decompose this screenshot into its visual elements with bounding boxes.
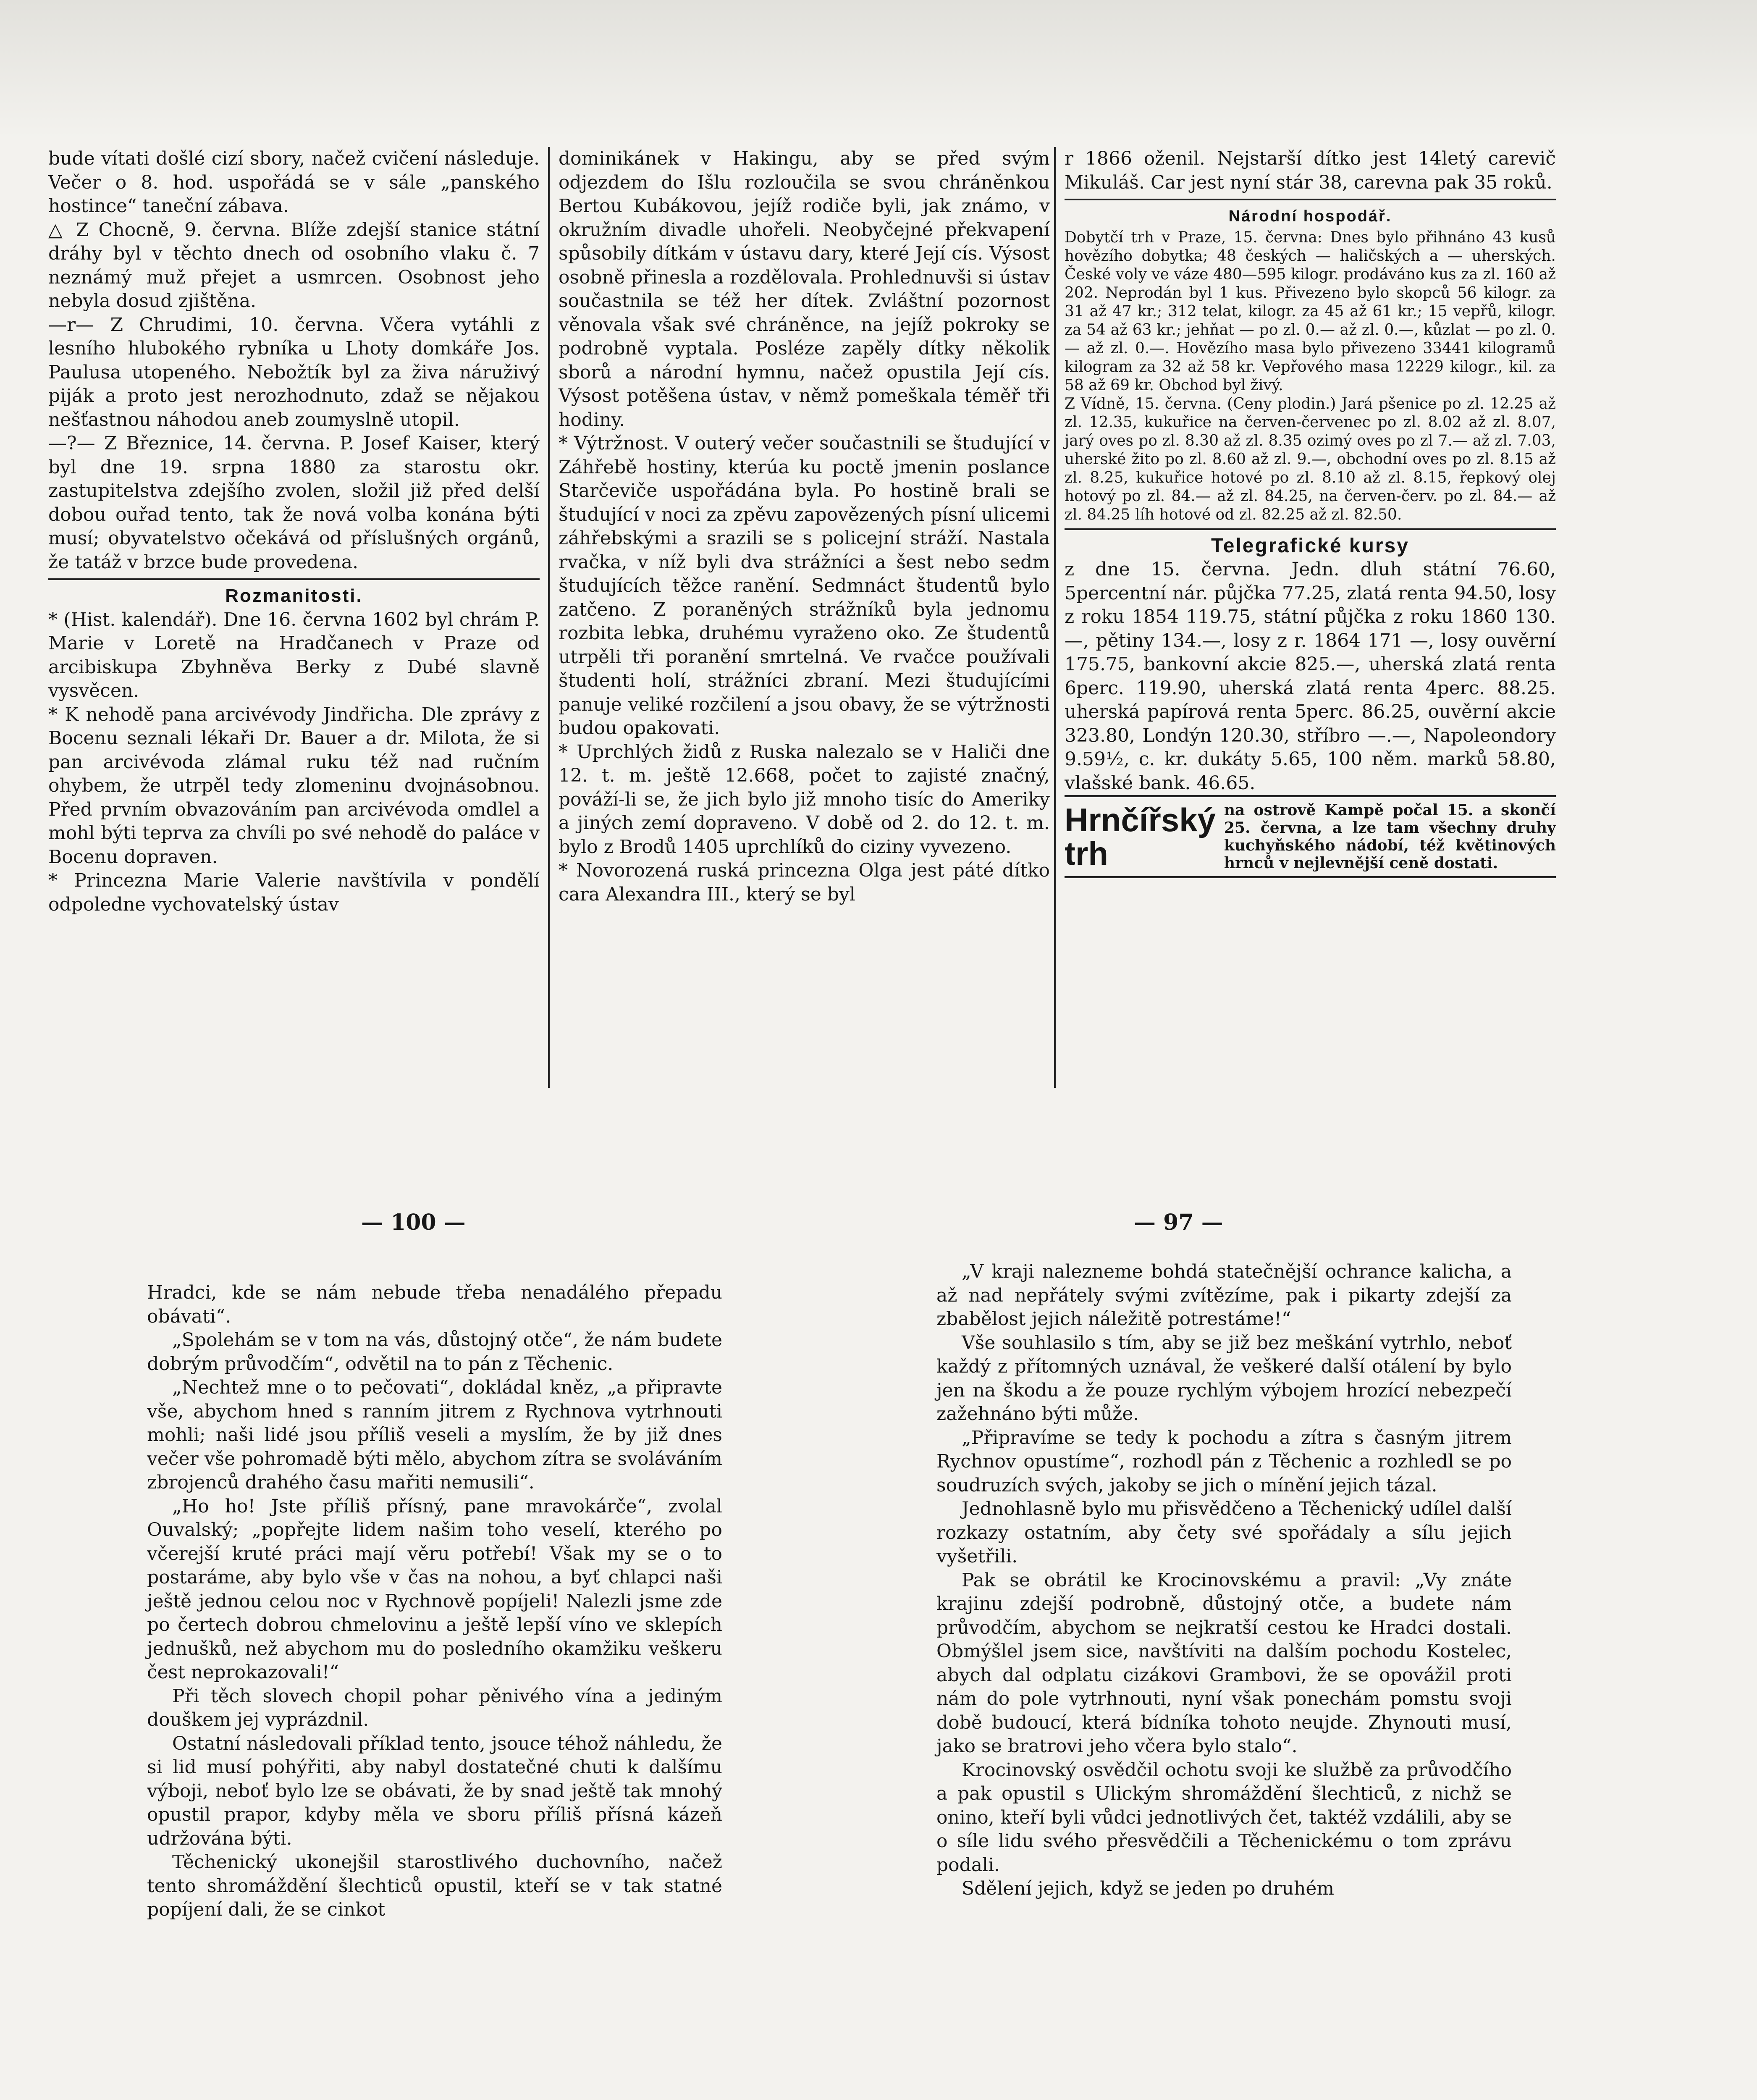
page-number-right: — 97 — [1134, 1210, 1223, 1235]
paragraph: Krocinovský osvědčil ochotu svoji ke službě za průvodčího a pak opustil s Ulickým shromáždění šlechticů, z nichž se onino, kteří byli vůdci jednotlivých čet, taktéž vzdálili, aby se o síle lidu svého přesvědčili a Těchenickému o tom zprávu podali. [936, 1759, 1512, 1876]
paragraph: Sdělení jejich, když se jeden po druhém [962, 1878, 1335, 1899]
news-item: dominikánek v Hakingu, aby se před svým odjezdem do Išlu rozloučila se svou chráněnkou Bertou Kubákovou, jejíž rodiče byli, jak známo, v okružním divadle uhořeli. Neobyčejné překvapení spůsobily dítkám v ústavu dary, které Její cís. Výsost osobně přinesla a rozdělovala. Prohlednuvši si ústav součastnila se též her dítek. Zvláštní pozornost věnovala však své chráněnce, na jejíž pokroky se podrobně vyptala. Posléze zapěly dítky několik sborů a národní hymnu, načež opustila Její cís. Výsost potěšena ústav, v němž pomeškala téměř tři hodiny. [559, 148, 1050, 430]
news-item: * Uprchlých židů z Ruska nalezalo se v Haliči dne 12. t. m. ještě 12.668, počet to zajisté značný, pováží-li se, že jich bylo již mnoho tisíc do Ameriky a jiných zemí dopraveno. V době od 2. do 12. t. m. bylo z Brodů 1405 uprchlíků do ciziny vyvezeno. [559, 741, 1050, 858]
paragraph: Těchenický ukonejšil starostlivého duchovního, načež tento shromáždění šlechticů opustil, kteří se v tak statné popíjení dali, že se cinkot [147, 1851, 722, 1920]
paragraph: „Připravíme se tedy k pochodu a zítra s časným jitrem Rychnov opustíme“, rozhodl pán z Těchenic a rozhledl se po soudruzích svých, jakoby se jich o mínění jejich tázal. [936, 1427, 1512, 1496]
paragraph: „Spolehám se v tom na vás, důstojný otče“, že nám budete dobrým průvodčím“, odvětil na to pán z Těchenic. [147, 1329, 722, 1375]
news-item: * Novorozená ruská princezna Olga jest páté dítko cara Alexandra III., který se byl [559, 860, 1050, 905]
news-item: bude vítati došlé cizí sbory, načež cvičení následuje. Večer o 8. hod. uspořádá se v sále „panského hostince“ taneční zábava. [48, 148, 540, 217]
news-item: r 1866 oženil. Nejstarší dítko jest 14letý carevič Mikuláš. Car jest nyní stár 38, carevna pak 35 roků. [1065, 148, 1556, 193]
paragraph: Ostatní následovali příklad tento, jsouce téhož náhledu, že si lid musí pohýřiti, aby nabyl dostatečné chuti k dalšímu výboji, neboť bylo lze se obávati, že by snad ještě tak mnohý opustil prapor, kdyby měla ve sboru příliš přísná kázeň udržována býti. [147, 1732, 722, 1849]
paragraph: Vše souhlasilo s tím, aby se již bez meškání vytrhlo, neboť každý z přítomných uznával, že veškeré další otálení by bylo jen na škodu a že pouze rychlým výbojem hrozící nebezpečí zažehnáno býti může. [936, 1332, 1512, 1425]
market-report: Z Vídně, 15. června. (Ceny plodin.) Jará pšenice po zl. 12.25 až zl. 12.35, kukuřice na červen-červenec po zl. 8.02 až zl. 8.07, jarý oves po zl. 8.30 až zl. 8.35 ozimý oves po zl 7.— až zl. 7.03, uherské žito po zl. 8.60 až zl. 9.—, obchodní oves po zl. 8.15 až zl. 8.25, kukuřice hotové po zl. 8.10 až zl. 8.15, řepkový olej hotový po zl. 84.— až zl. 84.25, na červen-červ. po zl. 84.— až zl. 84.25 líh hotové od zl. 82.25 až zl. 82.50. [1065, 395, 1556, 523]
book-page-right [936, 1260, 1512, 1901]
newspaper-column-2 [559, 147, 1050, 906]
newspaper-column-3 [1065, 147, 1556, 878]
news-item: * K nehodě pana arcivévody Jindřicha. Dle zprávy z Bocenu seznali lékaři Dr. Bauer a dr. Milota, že si pan arcivévoda zlámal ruku též nad ručním ohybem, že utrpěl tedy zlomeninu dvojnásobnou. Před prvním obvazováním pan arcivévoda omdlel a mohl býti teprva za chvíli po své nehodě do paláce v Bocenu dopraven. [48, 704, 540, 868]
paragraph: Jednohlasně bylo mu přisvědčeno a Těchenický udílel další rozkazy ostatním, aby čety své spořádaly a sílu jejich vyšetřili. [936, 1498, 1512, 1567]
ad-title: Hrnčířský trh [1065, 801, 1216, 872]
news-item: * (Hist. kalendář). Dne 16. června 1602 byl chrám P. Marie v Loretě na Hradčanech v Praze od arcibiskupa Zbyhněva Berky z Dubé slavně vysvěcen. [48, 609, 540, 701]
advertisement [1065, 795, 1556, 878]
paragraph: Pak se obrátil ke Krocinovskému a pravil: „Vy znáte krajinu zdejší podrobně, důstojný otče, a budete nám průvodčím, abychom se nejkratší cestou ke Hradci dostali. Obmýšlel jsem sice, navštíviti na dalším pochodu Kostelec, abych dal odplatu cizákovi Grambovi, že se opovážil proti nám do pole vytrhnouti, nyní však ponechám pomstu svoji době budoucí, která bídníka tohoto neujde. Zhynouti musí, jako se bratrovi jeho včera bylo stalo“. [936, 1569, 1512, 1757]
book-page-left [147, 1281, 722, 1922]
paragraph: „V kraji nalezneme bohdá statečnější ochrance kalicha, a až nad nepřátely svými zvítězíme, pak i pikarty zdejší za zbabělost jejich náležitě potrestáme!“ [936, 1261, 1512, 1330]
column-rule [1054, 147, 1056, 1088]
telegraph-title: Telegrafické kursy [1211, 534, 1409, 557]
newspaper-header-band [0, 0, 1757, 139]
column-rule [548, 147, 550, 1088]
news-item: * Výtržnost. V outerý večer součastnili se študující v Záhřebě hostiny, kterúa ku poctě jmenin poslance Starčeviče uspořádána byla. Po hostině brali se študující v noci za zpěvu zapovězených písní ulicemi záhřebskými a srazili se s policejní stráží. Nastala rvačka, v níž byli dva strážníci a šest nebo sedm študujících těžce ranění. Sedmnáct študentů bylo zatčeno. Z poraněných strážníků byla jednomu rozbita lebka, druhému vyraženo oko. Ze študentů utrpěli tři poranění smrtelná. Ve rvačce používali študenti holí, strážníci zbraní. Mezi študujícími panuje veliké rozčilení a jsou obavy, že se výtržnosti budou opakovati. [559, 433, 1050, 739]
divider [1065, 199, 1556, 200]
ad-text: na ostrově Kampě počal 15. a skončí 25. června, a lze tam všechny druhy kuchyňského nádobí, též květinových hrnců v nejlevnější ceně dostati. [1224, 801, 1556, 872]
news-item: * Princezna Marie Valerie navštívila v pondělí odpoledne vychovatelský ústav [48, 870, 540, 915]
divider [1065, 528, 1556, 530]
newspaper-column-1 [48, 147, 540, 916]
market-report: Dobytčí trh v Praze, 15. června: Dnes bylo přihnáno 43 kusů hovězího dobytka; 48 českých — haličských a — uherských. České voly ve váze 480—595 kilogr. prodáváno kus za zl. 160 až 202. Neprodán byl 1 kus. Přivezeno bylo skopců 56 kilogr. za 31 až 47 kr.; 312 telat, kilogr. za 45 až 61 kr.; 15 vepřů, kilogr. za 54 až 63 kr.; jehňat — po zl. 0.— až zl. 0.—, kůzlat — po zl. 0.— až zl. 0.—. Hovězího masa bylo přivezeno 33441 kilogramů kilogram za 32 až 58 kr. Vepřového masa 12229 kilogr., kil. za 58 až 69 kr. Obchod byl živý. [1065, 228, 1556, 394]
telegraph-rates: z dne 15. června. Jedn. dluh státní 76.60, 5percentní nár. půjčka 77.25, zlatá renta 94.50, losy z roku 1854 119.75, státní půjčka z roku 1860 130.—, pětiny 134.—, losy z r. 1864 171 —, losy ouvěrní 175.75, bankovní akcie 825.—, uherská zlatá renta 6perc. 119.90, uherská zlatá renta 4perc. 88.25. uherská papírová renta 5perc. 86.25, ouvěrní akcie 323.80, Londýn 120.30, stříbro —.—, Napoleondory 9.59½, c. kr. dukáty 5.65, 100 něm. marků 58.80, vlašské bank. 46.65. [1065, 559, 1556, 794]
paragraph: Hradci, kde se nám nebude třeba nenadálého přepadu obávati“. [147, 1282, 722, 1327]
section-heading: Rozmanitosti. [225, 585, 363, 606]
page-number-left: — 100 — [361, 1210, 466, 1235]
paragraph: „Nechtež mne o to pečovati“, dokládal kněz, „a připravte vše, abychom hned s ranním jitrem z Rychnova vytrhnouti mohli; naši lidé jsou příliš veseli a myslím, že by již dnes večer vše pohromadě býti mělo, abychom zítra se svoláváním zbrojenců drahého času mařiti nemusili“. [147, 1377, 722, 1493]
section-heading: Národní hospodář. [1228, 207, 1392, 225]
paragraph: Při těch slovech chopil pohar pěnivého vína a jediným douškem jej vyprázdnil. [147, 1685, 722, 1730]
news-item: △ Z Chocně, 9. června. Blíže zdejší stanice státní dráhy byl v těchto dnech od osobního vlaku č. 7 neznámý muž přejet a usmrcen. Osobnost jeho nebyla dosud zjištěna. [48, 219, 540, 312]
news-item: —r— Z Chrudimi, 10. června. Včera vytáhli z lesního hlubokého rybníka u Lhoty domkáře Jos. Paulusa utopeného. Nebožtík byl za živa náruživý piják a proto jest nerozhodnuto, zdaž se nějakou nešťastnou náhodou aneb zoumyslně utopil. [48, 314, 540, 430]
divider [48, 578, 540, 580]
paragraph: „Ho ho! Jste příliš přísný, pane mravokárče“, zvolal Ouvalský; „popřejte lidem našim toho veselí, kterého po včerejší kruté práci mají věru potřebí! Však my se o to postaráme, aby bylo vše v čas na nohou, a byť chlapci naši ještě jednou celou noc v Rychnově popíjeli! Nalezli jsme zde po čertech dobrou chmelovinu a ještě lepší víno ve sklepích jednušků, než abychom mu do posledního okamžiku veškeru čest neprokazovali!“ [147, 1495, 722, 1683]
news-item: —?— Z Březnice, 14. června. P. Josef Kaiser, který byl dne 19. srpna 1880 za starostu okr. zastupitelstva zdejšího zvolen, složil již před delší dobou ouřad tento, tak že nová volba konána býti musí; obyvatelstvo očekává od příslušných orgánů, že tatáž v brzce bude provedena. [48, 433, 540, 573]
